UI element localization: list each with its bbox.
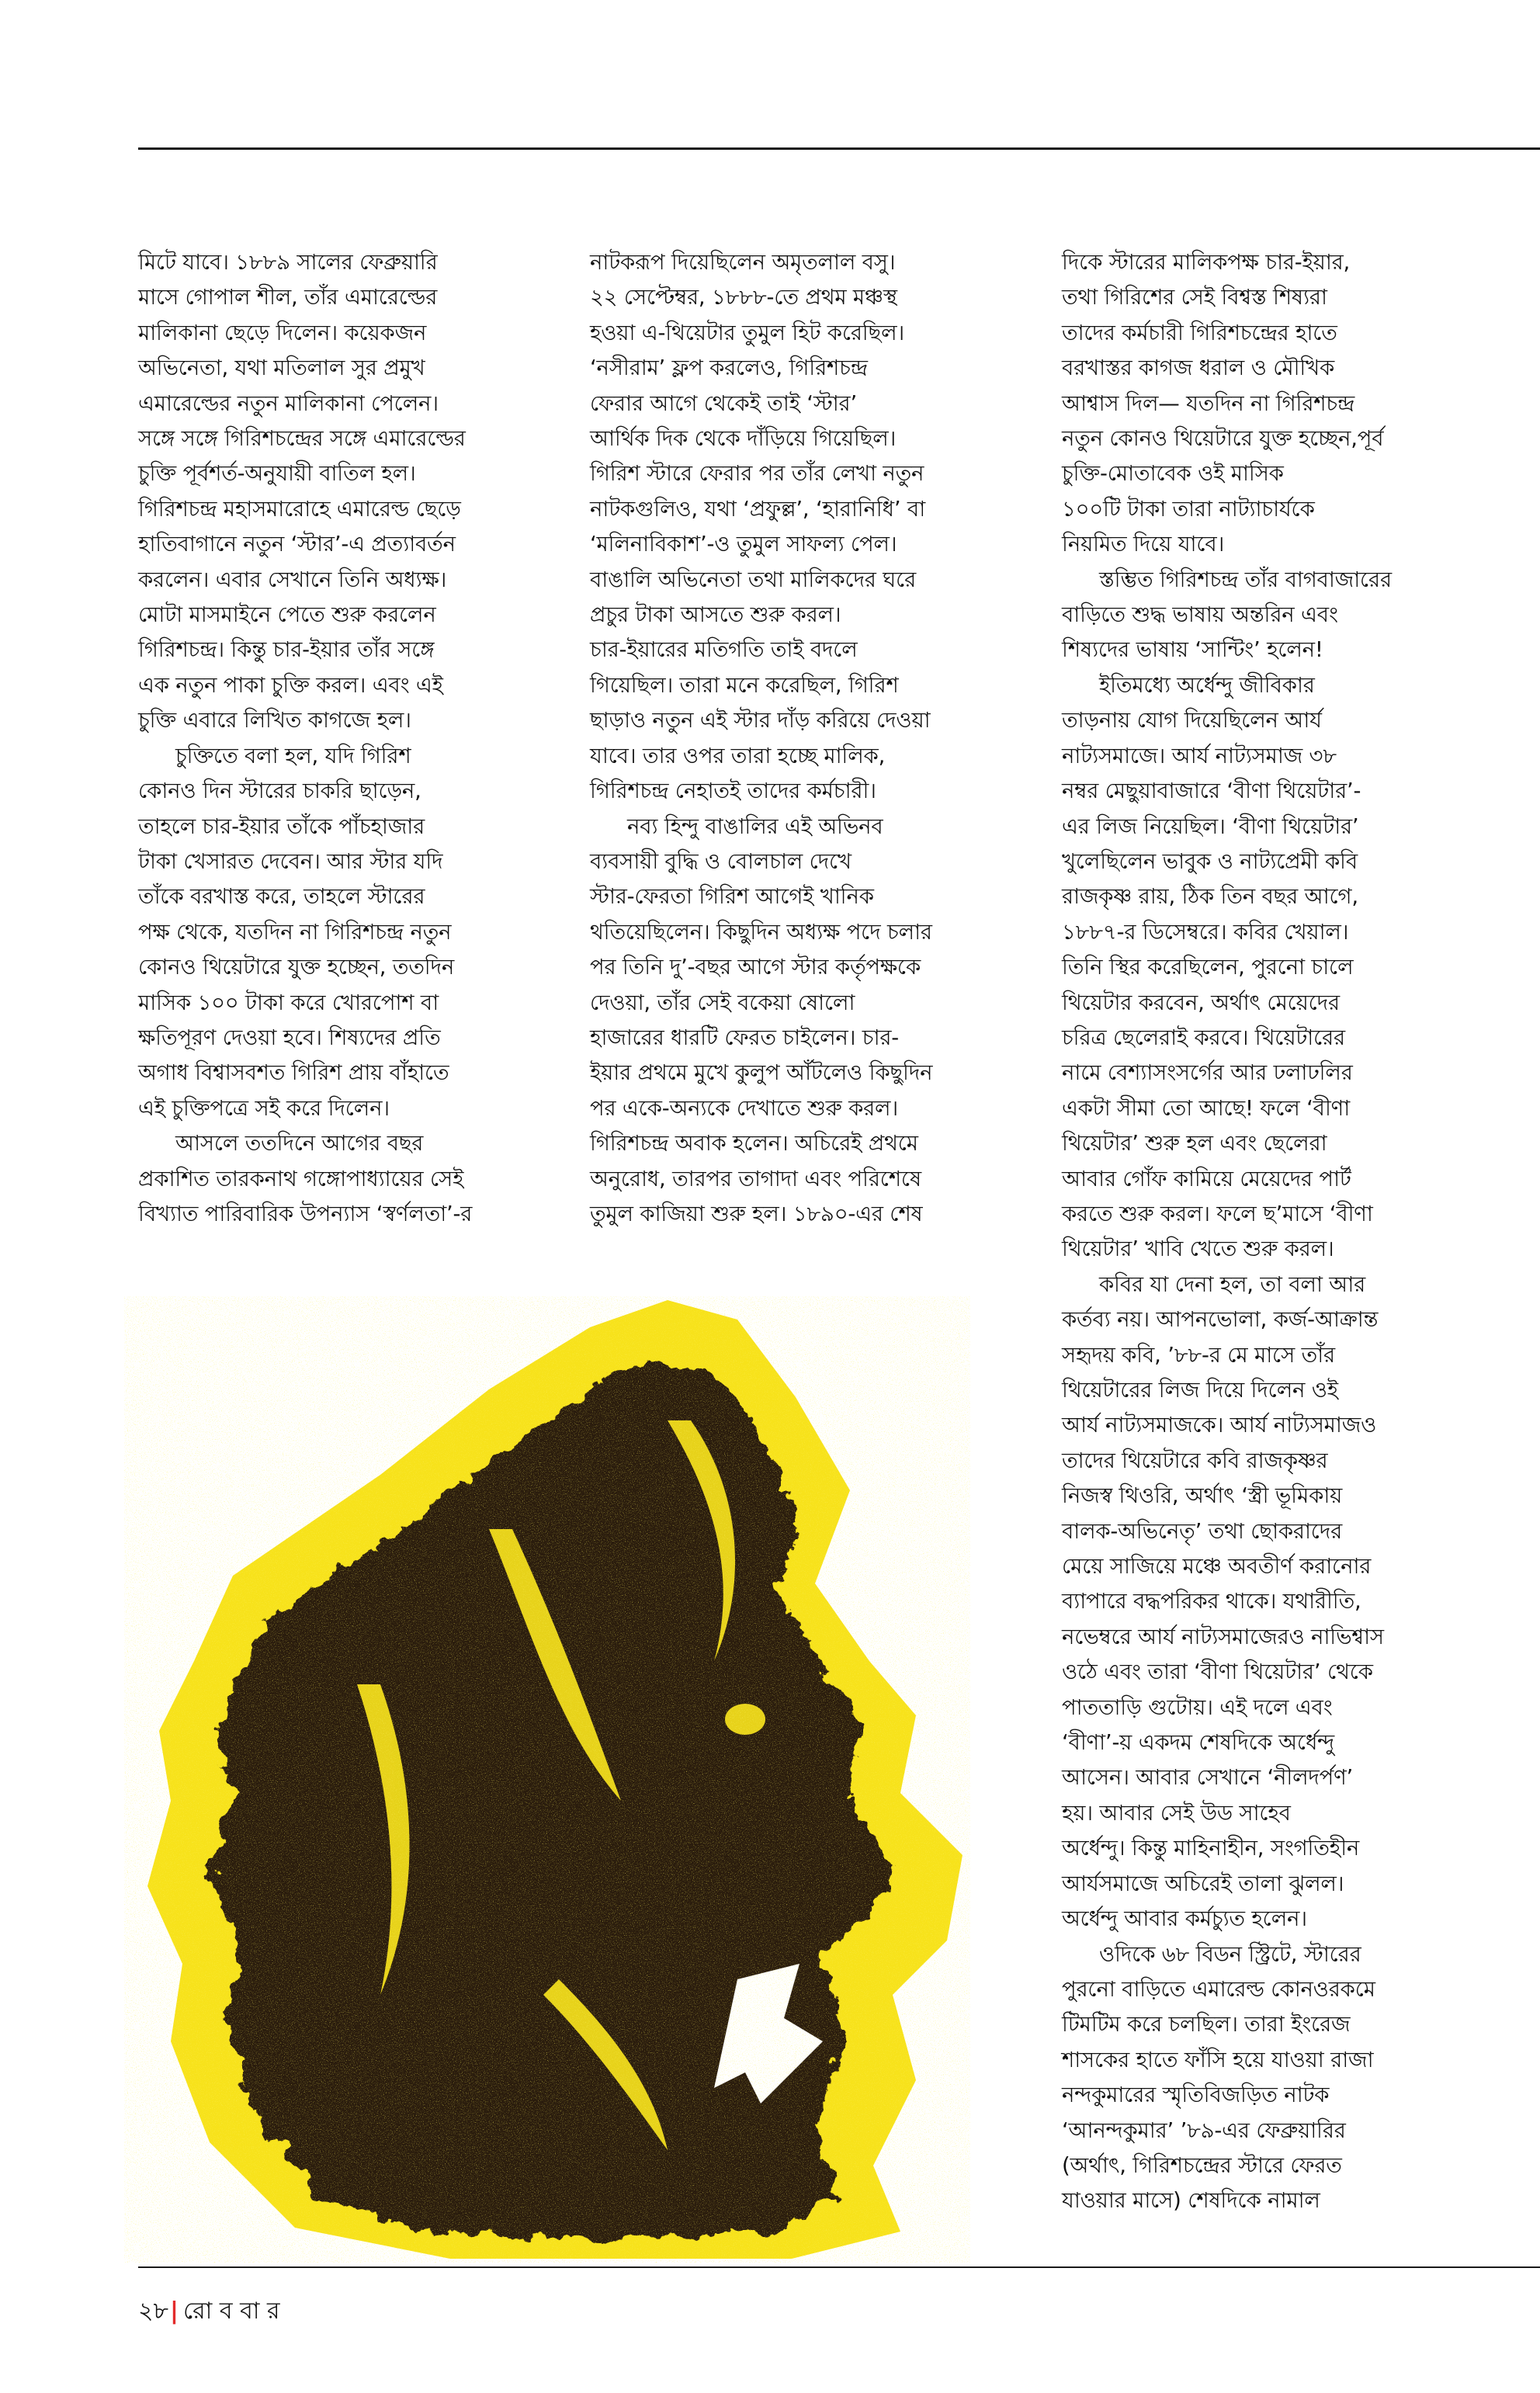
- text-line: আর্থিক দিক থেকে দাঁড়িয়ে গিয়েছিল।: [590, 426, 897, 452]
- text-line: ১০০টি টাকা তারা নাট্যাচার্যকে: [1062, 496, 1315, 522]
- text-line: মাসে গোপাল শীল, তাঁর এমারেল্ডের: [138, 285, 438, 310]
- text-line: তুমুল কাজিয়া শুরু হল। ১৮৯০-এর শেষ: [590, 1201, 923, 1226]
- text-line: আবার গোঁফ কামিয়ে মেয়েদের পার্ট: [1062, 1166, 1351, 1191]
- text-line: হাজারের ধারটি ফেরত চাইলেন। চার-: [590, 1025, 900, 1050]
- text-column-2: [590, 245, 997, 1232]
- text-line: পক্ষ থেকে, যতদিন না গিরিশচন্দ্র নতুন: [138, 919, 452, 945]
- text-line: টিমটিম করে চলছিল। তারা ইংরেজ: [1062, 2012, 1351, 2038]
- text-line: তাড়নায় যোগ দিয়েছিলেন আর্য: [1062, 708, 1322, 734]
- text-line: ‘নসীরাম’ ফ্লপ করলেও, গিরিশচন্দ্র: [590, 355, 868, 381]
- text-line: তিনি স্থির করেছিলেন, পুরনো চালে: [1062, 955, 1354, 980]
- text-line: শাসকের হাতে ফাঁসি হয়ে যাওয়া রাজা: [1062, 2047, 1374, 2072]
- text-line: হওয়া এ-থিয়েটার তুমুল হিট করেছিল।: [590, 320, 905, 345]
- text-line: তাদের কর্মচারী গিরিশচন্দ্রের হাতে: [1062, 320, 1337, 345]
- text-column-3: [1062, 245, 1520, 2219]
- text-line: নন্দকুমারের স্মৃতিবিজড়িত নাটক: [1062, 2083, 1330, 2108]
- text-line: সঙ্গে সঙ্গে গিরিশচন্দ্রের সঙ্গে এমারেল্ডের: [138, 426, 466, 452]
- text-line: এমারেল্ডের নতুন মালিকানা পেলেন।: [138, 390, 439, 416]
- text-line: টাকা খেসারত দেবেন। আর স্টার যদি: [138, 848, 443, 874]
- text-line: প্রচুর টাকা আসতে শুরু করল।: [590, 602, 841, 628]
- text-line: নব্য হিন্দু বাঙালির এই অভিনব: [627, 813, 883, 839]
- text-line: শিষ্যদের ভাষায় ‘সান্টিং’ হলেন!: [1062, 637, 1323, 663]
- text-line: যাবে। তার ওপর তারা হচ্ছে মালিক,: [590, 743, 886, 768]
- text-line: নভেম্বরে আর্য নাট্যসমাজেরও নাভিশ্বাস: [1062, 1624, 1384, 1649]
- text-line: তথা গিরিশের সেই বিশ্বস্ত শিষ্যরা: [1062, 285, 1327, 310]
- text-line: হাতিবাগানে নতুন ‘স্টার’-এ প্রত্যাবর্তন: [138, 532, 456, 557]
- text-line: পর একে-অন্যকে দেখাতে শুরু করল।: [590, 1095, 898, 1121]
- text-line: ‘বীণা’-য় একদম শেষদিকে অর্ধেন্দু: [1062, 1730, 1335, 1756]
- text-line: এর লিজ নিয়েছিল। ‘বীণা থিয়েটার’: [1062, 813, 1359, 839]
- text-line: অর্ধেন্দু আবার কর্মচ্যুত হলেন।: [1062, 1906, 1307, 1932]
- text-line: থিয়েটার’ শুরু হল এবং ছেলেরা: [1062, 1131, 1327, 1157]
- text-line: আর্য নাট্যসমাজকে। আর্য নাট্যসমাজও: [1062, 1413, 1377, 1438]
- text-line: কোনও দিন স্টারের চাকরি ছাড়েন,: [138, 779, 421, 804]
- text-line: অভিনেতা, যথা মতিলাল সুর প্রমুখ: [138, 355, 425, 381]
- text-line: করতে শুরু করল। ফলে ছ’মাসে ‘বীণা: [1062, 1201, 1373, 1226]
- text-line: খুলেছিলেন ভাবুক ও নাট্যপ্রেমী কবি: [1062, 848, 1358, 874]
- text-line: ক্ষতিপূরণ দেওয়া হবে। শিষ্যদের প্রতি: [138, 1025, 441, 1050]
- text-line: পুরনো বাড়িতে এমারেল্ড কোনওরকমে: [1062, 1976, 1375, 2002]
- magazine-name: রো ব বা র: [182, 2298, 280, 2325]
- text-line: কবির যা দেনা হল, তা বলা আর: [1099, 1271, 1366, 1297]
- text-line: এক নতুন পাকা চুক্তি করল। এবং এই: [138, 672, 443, 698]
- text-line: পর তিনি দু’-বছর আগে স্টার কর্তৃপক্ষকে: [590, 955, 921, 980]
- text-line: চরিত্র ছেলেরাই করবে। থিয়েটারের: [1062, 1025, 1345, 1050]
- text-line: মাসিক ১০০ টাকা করে খোরপোশ বা: [138, 990, 439, 1015]
- text-line: নিজস্ব থিওরি, অর্থাৎ ‘স্ত্রী ভূমিকায়: [1062, 1483, 1343, 1509]
- text-line: বাড়িতে শুদ্ধ ভাষায় অন্তরিন এবং: [1062, 602, 1338, 628]
- text-line: বালক-অভিনেতৃ’ তথা ছোকরাদের: [1062, 1518, 1343, 1544]
- text-line: বিখ্যাত পারিবারিক উপন্যাস ‘স্বর্ণলতা’-র: [138, 1201, 473, 1226]
- text-line: মোটা মাসমাইনে পেতে শুরু করলেন: [138, 602, 436, 628]
- text-line: চুক্তি-মোতাবেক ওই মাসিক: [1062, 461, 1284, 487]
- text-line: নাট্যসমাজে। আর্য নাট্যসমাজ ৩৮: [1062, 743, 1337, 768]
- text-line: থিয়েটারের লিজ দিয়ে দিলেন ওই: [1062, 1378, 1338, 1403]
- text-line: বাঙালি অভিনেতা তথা মালিকদের ঘরে: [590, 567, 917, 592]
- text-line: স্টার-ফেরতা গিরিশ আগেই খানিক: [590, 884, 874, 910]
- text-line: গিরিশচন্দ্র। কিন্তু চার-ইয়ার তাঁর সঙ্গে: [138, 637, 435, 663]
- text-line: আসলে ততদিনে আগের বছর: [175, 1131, 424, 1157]
- text-line: পাততাড়ি গুটোয়। এই দলে এবং: [1062, 1694, 1333, 1720]
- text-line: আসেন। আবার সেখানে ‘নীলদর্পণ’: [1062, 1765, 1354, 1791]
- text-line: মিটে যাবে। ১৮৮৯ সালের ফেব্রুয়ারি: [138, 250, 438, 275]
- page-footer: [138, 2296, 280, 2327]
- text-line: বরখাস্তর কাগজ ধরাল ও মৌখিক: [1062, 355, 1335, 381]
- text-line: দিকে স্টারের মালিকপক্ষ চার-ইয়ার,: [1062, 250, 1351, 275]
- text-line: থিয়েটার’ খাবি খেতে শুরু করল।: [1062, 1236, 1334, 1262]
- top-rule: [138, 147, 1540, 150]
- text-line: চুক্তি পূর্বশর্ত-অনুযায়ী বাতিল হল।: [138, 461, 416, 487]
- text-line: কোনও থিয়েটারে যুক্ত হচ্ছেন, ততদিন: [138, 955, 455, 980]
- text-line: তাঁকে বরখাস্ত করে, তাহলে স্টারের: [138, 884, 425, 910]
- text-line: নতুন কোনও থিয়েটারে যুক্ত হচ্ছেন,পূর্ব: [1062, 426, 1384, 452]
- text-line: দেওয়া, তাঁর সেই বকেয়া ষোলো: [590, 990, 855, 1015]
- text-line: ফেরার আগে থেকেই তাই ‘স্টার’: [590, 390, 858, 416]
- text-line: গিরিশচন্দ্র অবাক হলেন। অচিরেই প্রথমে: [590, 1131, 918, 1157]
- text-line: তাদের থিয়েটারে কবি রাজকৃষ্ণর: [1062, 1448, 1328, 1473]
- text-line: ব্যবসায়ী বুদ্ধি ও বোলচাল দেখে: [590, 848, 852, 874]
- text-line: ওদিকে ৬৮ বিডন স্ট্রিটে, স্টারের: [1099, 1941, 1361, 1967]
- speckle-texture: [124, 1296, 970, 2263]
- text-line: মেয়ে সাজিয়ে মঞ্চে অবতীর্ণ করানোর: [1062, 1554, 1372, 1580]
- text-line: মালিকানা ছেড়ে দিলেন। কয়েকজন: [138, 320, 427, 345]
- text-line: গিয়েছিল। তারা মনে করেছিল, গিরিশ: [590, 672, 899, 698]
- text-line: হয়। আবার সেই উড সাহেব: [1062, 1800, 1291, 1826]
- text-line: আশ্বাস দিল— যতদিন না গিরিশচন্দ্র: [1062, 390, 1355, 416]
- text-line: স্তম্ভিত গিরিশচন্দ্র তাঁর বাগবাজারের: [1099, 567, 1392, 592]
- text-line: ১৮৮৭-র ডিসেম্বরে। কবির খেয়াল।: [1062, 919, 1349, 945]
- text-line: থিয়েটার করবেন, অর্থাৎ মেয়েদের: [1062, 990, 1340, 1015]
- illustration-silhouette-figure: [124, 1296, 970, 2263]
- text-line: ‘মলিনাবিকাশ’-ও তুমুল সাফল্য পেল।: [590, 532, 897, 557]
- text-line: তাহলে চার-ইয়ার তাঁকে পাঁচহাজার: [138, 813, 425, 839]
- page-number: ২৮: [138, 2298, 168, 2325]
- bottom-rule: [138, 2266, 1540, 2268]
- text-line: অগাধ বিশ্বাসবশত গিরিশ প্রায় বাঁহাতে: [138, 1060, 449, 1086]
- text-line: একটা সীমা তো আছে! ফলে ‘বীণা: [1062, 1095, 1351, 1121]
- text-line: ওঠে এবং তারা ‘বীণা থিয়েটার’ থেকে: [1062, 1659, 1373, 1685]
- text-line: সহৃদয় কবি, ’৮৮-র মে মাসে তাঁর: [1062, 1342, 1335, 1368]
- text-line: নামে বেশ্যাসংসর্গের আর ঢলাঢলির: [1062, 1060, 1353, 1086]
- text-line: ব্যাপারে বদ্ধপরিকর থাকে। যথারীতি,: [1062, 1589, 1361, 1614]
- text-line: নাটকরূপ দিয়েছিলেন অমৃতলাল বসু।: [590, 250, 896, 275]
- text-line: কর্তব্য নয়। আপনভোলা, কর্জ-আক্রান্ত: [1062, 1307, 1379, 1333]
- text-line: গিরিশচন্দ্র মহাসমারোহে এমারেল্ড ছেড়ে: [138, 496, 461, 522]
- text-line: নাটকগুলিও, যথা ‘প্রফুল্ল’, ‘হারানিধি’ বা: [590, 496, 925, 522]
- text-line: অনুরোধ, তারপর তাগাদা এবং পরিশেষে: [590, 1166, 921, 1191]
- text-line: করলেন। এবার সেখানে তিনি অধ্যক্ষ।: [138, 567, 447, 592]
- text-line: ইতিমধ্যে অর্ধেন্দু জীবিকার: [1099, 672, 1315, 698]
- text-line: ছাড়াও নতুন এই স্টার দাঁড় করিয়ে দেওয়া: [590, 708, 931, 734]
- text-line: আর্যসমাজে অচিরেই তালা ঝুলল।: [1062, 1871, 1344, 1896]
- text-line: চুক্তিতে বলা হল, যদি গিরিশ: [175, 743, 411, 768]
- text-line: নিয়মিত দিয়ে যাবে।: [1062, 532, 1225, 557]
- text-line: অর্ধেন্দু। কিন্তু মাহিনাহীন, সংগতিহীন: [1062, 1836, 1360, 1861]
- text-line: ‘আনন্দকুমার’ ’৮৯-এর ফেব্রুয়ারির: [1062, 2117, 1346, 2143]
- footer-separator: |: [169, 2298, 179, 2325]
- text-line: গিরিশচন্দ্র নেহাতই তাদের কর্মচারী।: [590, 779, 876, 804]
- text-line: যাওয়ার মাসে) শেষদিকে নামাল: [1062, 2188, 1320, 2214]
- text-line: চার-ইয়ারের মতিগতি তাই বদলে: [590, 637, 858, 663]
- text-line: (অর্থাৎ, গিরিশচন্দ্রের স্টারে ফেরত: [1062, 2152, 1342, 2178]
- text-line: ২২ সেপ্টেম্বর, ১৮৮৮-তে প্রথম মঞ্চস্থ: [590, 285, 897, 310]
- text-column-1: [138, 245, 526, 1232]
- text-line: নম্বর মেছুয়াবাজারে ‘বীণা থিয়েটার’-: [1062, 779, 1361, 804]
- text-line: গিরিশ স্টারে ফেরার পর তাঁর লেখা নতুন: [590, 461, 924, 487]
- text-line: চুক্তি এবারে লিখিত কাগজে হল।: [138, 708, 411, 734]
- text-line: প্রকাশিত তারকনাথ গঙ্গোপাধ্যায়ের সেই: [138, 1166, 464, 1191]
- text-line: থতিয়েছিলেন। কিছুদিন অধ্যক্ষ পদে চলার: [590, 919, 932, 945]
- text-line: ইয়ার প্রথমে মুখে কুলুপ আঁটলেও কিছুদিন: [590, 1060, 933, 1086]
- text-line: রাজকৃষ্ণ রায়, ঠিক তিন বছর আগে,: [1062, 884, 1358, 910]
- text-line: এই চুক্তিপত্রে সই করে দিলেন।: [138, 1095, 390, 1121]
